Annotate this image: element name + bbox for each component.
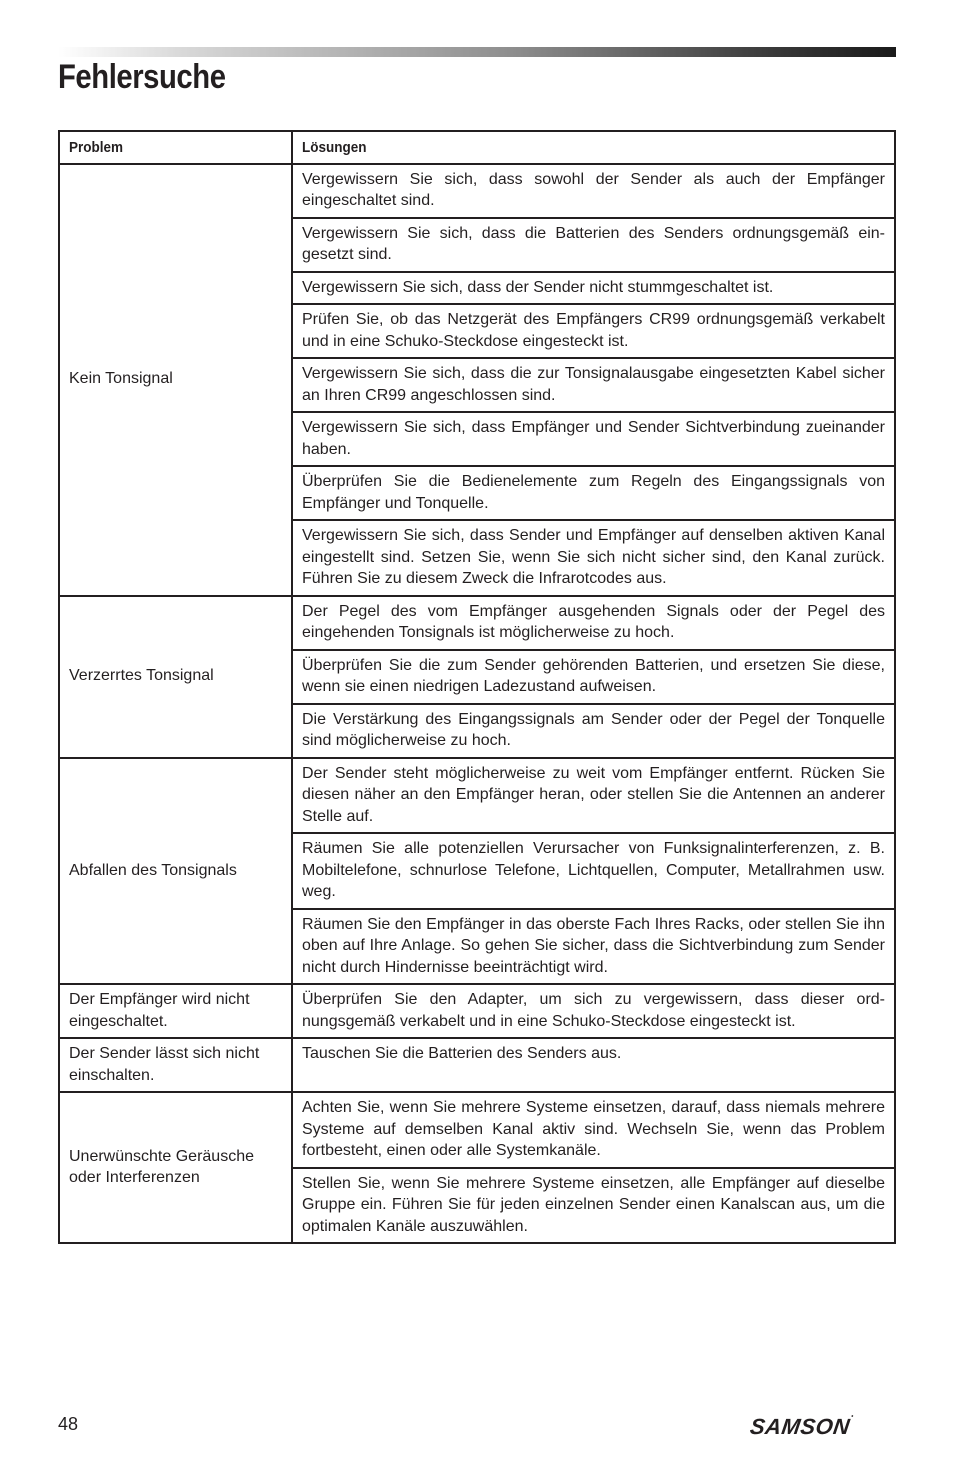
table-row [59, 984, 895, 1038]
table-row [59, 758, 895, 834]
problem-cell: Der Empfänger wird nicht eingeschaltet. [59, 984, 292, 1038]
table-row [59, 1038, 895, 1092]
solution-cell: Vergewissern Sie sich, dass Empfänger und Sender Sichtverbindung zueinander haben. [292, 412, 895, 466]
table-body [59, 164, 895, 1244]
solution-cell: Vergewissern Sie sich, dass die zur Tonsignalausgabe eingesetzten Kabel sicher an Ihren CR99 angeschlossen sind. [292, 358, 895, 412]
solution-cell: Überprüfen Sie die Bedienelemente zum Regeln des Eingangssignals von Empfänger und Tonquelle. [292, 466, 895, 520]
problem-cell: Unerwünschte Geräusche oder Interferenzen [59, 1092, 292, 1243]
solution-cell: Räumen Sie alle potenziellen Verursacher von Funksignalinterferenzen, z. B. Mobiltelefone, schnurlose Telefone, Lichtquellen, Computer, Metallrahmen usw. weg. [292, 833, 895, 909]
solution-cell: Die Verstärkung des Eingangssignals am Sender oder der Pegel der Tonquelle sind möglicherweise zu hoch. [292, 704, 895, 758]
solution-cell: Tauschen Sie die Batterien des Senders aus. [292, 1038, 895, 1092]
solution-cell: Vergewissern Sie sich, dass der Sender nicht stummgeschaltet ist. [292, 272, 895, 305]
table-row [59, 1092, 895, 1168]
table-header-row [59, 131, 895, 164]
table-row [59, 596, 895, 650]
solution-cell: Überprüfen Sie den Adapter, um sich zu vergewissern, dass dieser ordnungsgemäß verkabelt und in eine Schuko-Steckdose eingesteckt ist. [292, 984, 895, 1038]
solution-cell: Der Sender steht möglicherweise zu weit vom Empfänger entfernt. Rücken Sie diesen näher an den Empfänger heran, oder stellen Sie die Antennen an anderer Stelle auf. [292, 758, 895, 834]
column-header-problem: Problem [59, 131, 292, 164]
solution-cell: Stellen Sie, wenn Sie mehrere Systeme einsetzen, alle Empfänger auf dieselbe Gruppe ein. Führen Sie für jeden einzelnen Sender einen Kanalscan aus, um die optimalen Kanäle auszuwählen. [292, 1168, 895, 1244]
problem-cell: Verzerrtes Tonsignal [59, 596, 292, 758]
solution-cell: Vergewissern Sie sich, dass Sender und Empfänger auf denselben aktiven Kanal eingestellt sind. Setzen Sie, wenn Sie sich nicht sicher sind, den Kanal zurück. Führen Sie zu diesem Zweck die Infrarotcodes aus. [292, 520, 895, 596]
page-number: 48 [58, 1414, 79, 1434]
table-row [59, 164, 895, 218]
problem-cell: Kein Tonsignal [59, 164, 292, 596]
solution-cell: Prüfen Sie, ob das Netzgerät des Empfängers CR99 ordnungsgemäß verkabelt und in eine Schuko-Steckdose eingesteckt ist. [292, 304, 895, 358]
problem-cell: Der Sender lässt sich nicht einschalten. [59, 1038, 292, 1092]
problem-cell: Abfallen des Tonsignals [59, 758, 292, 985]
solution-cell: Vergewissern Sie sich, dass die Batterien des Senders ordnungsgemäß eingesetzt sind. [292, 218, 895, 272]
page-title: Fehlersuche [58, 58, 226, 96]
column-header-solutions: Lösungen [292, 131, 895, 164]
solution-cell: Überprüfen Sie die zum Sender gehörenden Batterien, und ersetzen Sie diese, wenn sie einen niedrigen Ladezustand aufweisen. [292, 650, 895, 704]
solution-cell: Vergewissern Sie sich, dass sowohl der Sender als auch der Empfänger eingeschaltet sind. [292, 164, 895, 218]
solution-cell: Der Pegel des vom Empfänger ausgehenden Signals oder der Pegel des eingehenden Tonsignals ist möglicherweise zu hoch. [292, 596, 895, 650]
header-gradient-bar [58, 47, 896, 57]
troubleshooting-table [58, 130, 896, 1244]
solution-cell: Räumen Sie den Empfänger in das oberste Fach Ihres Racks, oder stellen Sie ihn oben auf Ihre Anlage. So gehen Sie sicher, dass die Sichtverbindung zum Sender nicht durch Hindernisse beeinträchtigt wird. [292, 909, 895, 985]
solution-cell: Achten Sie, wenn Sie mehrere Systeme einsetzen, darauf, dass niemals mehrere Systeme auf demselben Kanal aktiv sind. Wechseln Sie, wenn das Problem fortbesteht, einen oder alle Systemkanäle. [292, 1092, 895, 1168]
samson-logo: SAMSON• [748, 1414, 855, 1439]
